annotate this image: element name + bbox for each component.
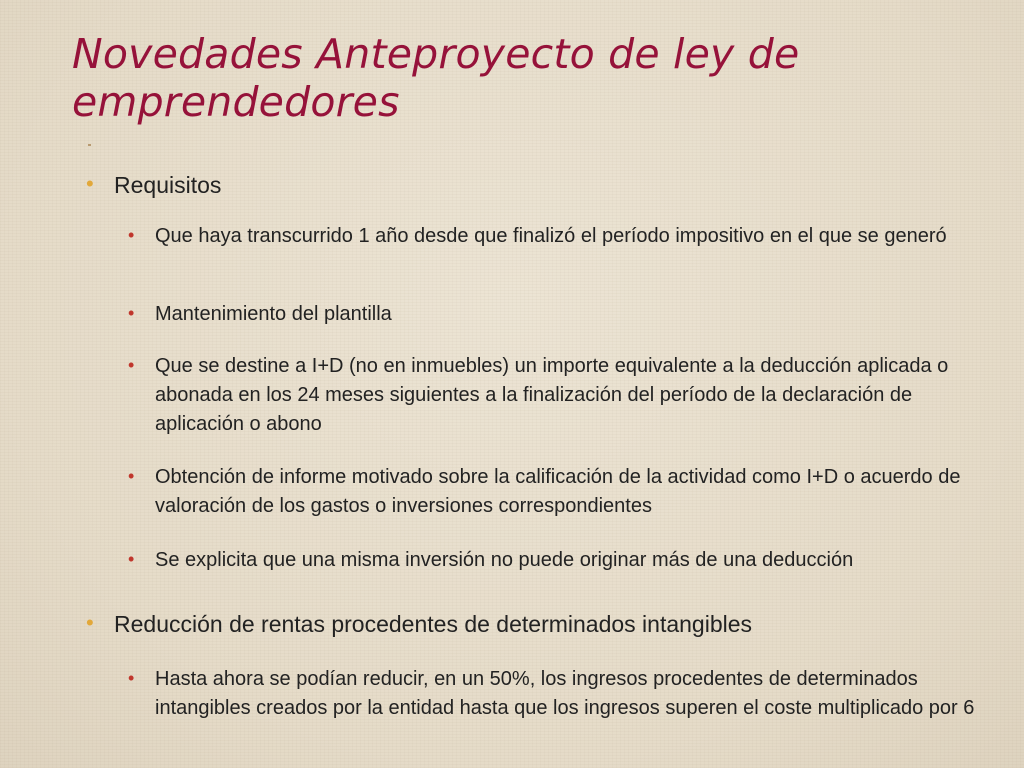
list-item [128, 463, 988, 521]
bullet-icon: • [128, 225, 135, 245]
bullet-icon: • [86, 610, 94, 635]
list-item [128, 222, 988, 251]
list-item-text: Que haya transcurrido 1 año desde que finalizó el período impositivo en el que se generó [155, 225, 947, 247]
list-item-text: Que se destine a I+D (no en inmuebles) un importe equivalente a la deducción aplicada o abonada en los 24 meses siguientes a la finalización del período de la declaración de aplicación o abono [155, 355, 949, 435]
slide-title: Novedades Anteproyecto de ley de emprendedores [72, 30, 800, 126]
list-item [128, 546, 988, 575]
bullet-icon: • [128, 549, 135, 569]
section-heading-requisitos [86, 170, 986, 200]
list-item-text: Se explicita que una misma inversión no puede originar más de una deducción [155, 549, 854, 571]
bullet-icon: • [128, 303, 135, 323]
section-heading-reduccion [86, 609, 986, 639]
section-heading-text: Reducción de rentas procedentes de determinados intangibles [114, 611, 753, 637]
list-item [128, 665, 988, 723]
bullet-icon: • [128, 355, 135, 375]
list-item-text: Obtención de informe motivado sobre la calificación de la actividad como I+D o acuerdo de valoración de los gastos o inversiones correspondientes [155, 466, 961, 517]
list-item-text: Mantenimiento del plantilla [155, 303, 392, 325]
list-item [128, 352, 988, 439]
list-item-text: Hasta ahora se podían reducir, en un 50%, los ingresos procedentes de determinados intangibles creados por la entidad hasta que los ingresos superen el coste multiplicado por 6 [155, 668, 975, 719]
section-heading-text: Requisitos [114, 172, 222, 198]
bullet-icon: • [128, 466, 135, 486]
bullet-icon: • [128, 668, 135, 688]
bullet-icon: • [86, 171, 94, 196]
decorative-mark [88, 144, 91, 146]
list-item [128, 300, 988, 329]
